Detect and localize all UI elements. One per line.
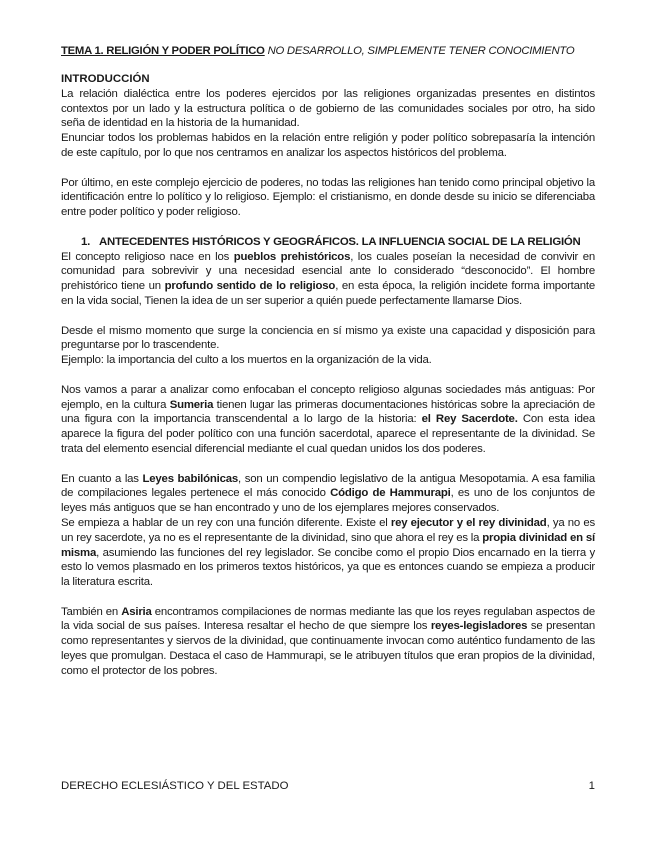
intro-paragraph-2: Enunciar todos los problemas habidos en la relación entre religión y poder político sobrepasaría la intención de este capítulo, por lo que nos centramos en analizar los aspectos históricos del problema. (61, 132, 595, 159)
section-paragraph-1: El concepto religioso nace en los pueblos prehistóricos, los cuales poseían la necesidad de convivir en comunidad para sobrevivir y una necesidad esencial ante lo considerado “desconocido”. El hombre prehistórico tiene un profundo sentido de lo religioso, en esta época, la religión incidete forma importante en la vida social, Tienen la idea de un ser superior a quién puede perfectamente llamarse Dios. (61, 250, 596, 307)
topic-title: TEMA 1. RELIGIÓN Y PODER POLÍTICO (61, 45, 265, 57)
document-title (61, 44, 595, 59)
intro-heading: INTRODUCCIÓN (61, 73, 150, 85)
section-paragraph-3: Ejemplo: la importancia del culto a los muertos en la organización de la vida. (61, 354, 432, 367)
footer-course-name: DERECHO ECLESIÁSTICO Y DEL ESTADO (61, 780, 289, 792)
section-paragraph-5: En cuanto a las Leyes babilónicas, son un compendio legislativo de la antigua Mesopotamia. A esa familia de compilaciones legales pertenece el más conocido Código de Hammurapi, es uno de los conjuntos de leyes más antiguos que se han encontrado y uno de los ejemplares mejores conservados. (61, 472, 596, 515)
page-number: 1 (588, 780, 595, 792)
section-paragraph-6: Se empieza a hablar de un rey con una función diferente. Existe el rey ejecutor y el rey divinidad, ya no es un rey sacerdote, ya no es el representante de la divinidad, sino que ahora el rey es la propia divinidad en sí misma, asumiendo las funciones del rey legislador. Se concibe como el propio Dios encarnado en la tierra y esto lo vemos plasmado en los primeros textos históricos, ya que es entonces cuando se empieza a producir la literatura escrita. (61, 516, 595, 589)
section-paragraph-2: Desde el mismo momento que surge la conciencia en sí mismo ya existe una capacidad y disposición para preguntarse por lo trascendente. (61, 324, 595, 352)
section-paragraph-4: Nos vamos a parar a analizar como enfocaban el concepto religioso algunas sociedades más antiguas: Por ejemplo, en la cultura Sumeria tienen lugar las primeras documentaciones históricas sobre la apreciación de una figura con la importancia transcendental a lo largo de la historia: el Rey Sacerdote. Con esta idea aparece la figura del poder político con una función sacerdotal, aparece el representante de la divinidad. Se trata del elemento esencial diferencial mediante el cual quedan unidos los dos poderes. (61, 383, 596, 455)
section-1-heading (61, 235, 595, 250)
section-paragraph-7: También en Asiria encontramos compilaciones de normas mediante las que los reyes regulaban aspectos de la vida social de sus países. Interesa resaltar el hecho de que siempre los reyes-legisladores se presentan como representantes y siervos de la divinidad, que continuamente invocan como auténtico fundamento de las leyes que promulgan. Destaca el caso de Hammurapi, se le atribuyen títulos que eran propios de la divinidad, como el protector de los pobres. (61, 605, 596, 677)
intro-paragraph-1: La relación dialéctica entre los poderes ejercidos por las religiones organizadas presentes en distintos contextos por un lado y la estructura política o de gobierno de las comunidades sociales por otro, ha sido seña de identidad en la historia de la humanidad. (61, 87, 595, 130)
intro-paragraph-3: Por último, en este complejo ejercicio de poderes, no todas las religiones han tenido como principal objetivo la identificación entre lo político y lo religioso. Ejemplo: el cristianismo, en donde desde su inicio se diferenciaba entre poder político y poder religioso. (61, 176, 595, 219)
title-note: NO DESARROLLO, SIMPLEMENTE TENER CONOCIMIENTO (264, 45, 575, 57)
section-number: 1. (81, 235, 90, 248)
section-title: ANTECEDENTES HISTÓRICOS Y GEOGRÁFICOS. LA INFLUENCIA SOCIAL DE LA RELIGIÓN (99, 235, 581, 248)
page-footer (61, 779, 595, 794)
document-page (61, 44, 595, 679)
